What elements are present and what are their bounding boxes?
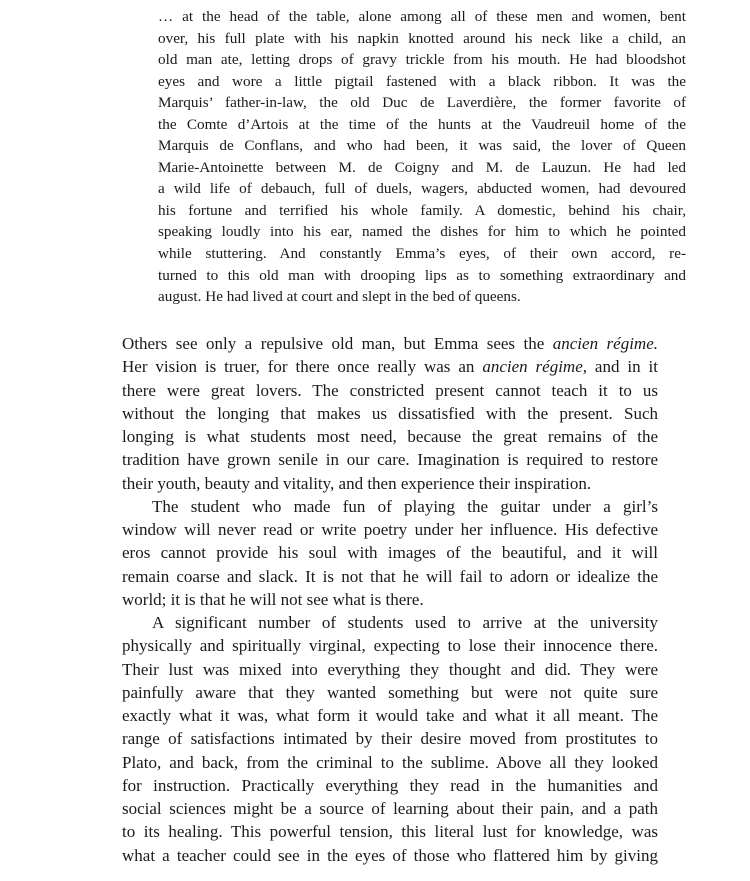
quote-line: Marquis de Conflans, and who had been, it was said, the lover of Queen: [158, 137, 686, 155]
text-run: Her vision is truer, for there once really was an: [122, 357, 483, 377]
paragraph-line: [122, 332, 658, 355]
quote-line: … at the head of the table, alone among all of these men and women, bent: [158, 8, 686, 25]
italic-term: ancien régime,: [482, 357, 588, 377]
quote-line: Marie-Antoinette between M. de Coigny and M. de Lauzun. He had led: [158, 158, 686, 176]
quote-line: his fortune and terrified his whole family. A domestic, behind his chair,: [158, 201, 686, 219]
italic-term: ancien régime.: [552, 334, 658, 353]
paragraph-line: Their lust was mixed into everything they thought and did. They were: [122, 659, 658, 679]
paragraph-line: what a teacher could see in the eyes of those who flattered him by giving: [122, 845, 658, 865]
text-run: and in it: [587, 357, 658, 377]
paragraph-line: exactly what it was, what form it would take and what it all meant. The: [122, 706, 658, 725]
quote-line: august. He had lived at court and slept in the bed of queens.: [158, 288, 521, 306]
paragraph-line: eros cannot provide his soul with images of the beautiful, and it will: [122, 543, 658, 563]
paragraph-line: range of satisfactions intimated by their desire moved from prostitutes to: [122, 729, 658, 749]
quote-line: a wild life of debauch, full of duels, wagers, abducted women, had devoured: [158, 180, 686, 198]
paragraph-line: [122, 355, 658, 378]
paragraph-line: painfully aware that they wanted something but were not quite sure: [122, 682, 658, 702]
quote-line: Marquis’ father-in-law, the old Duc de Laverdière, the former favorite of: [158, 94, 686, 112]
paragraph-line: window will never read or write poetry under her influence. His defective: [122, 520, 658, 539]
quote-line: while stuttering. And constantly Emma’s eyes, of their own accord, re-: [158, 245, 686, 263]
paragraph-line: their youth, beauty and vitality, and then experience their inspiration.: [122, 473, 592, 493]
paragraph-line: longing is what students most need, because the great remains of the: [122, 427, 658, 446]
block-quote: [158, 6, 686, 308]
paragraph-line: to its healing. This powerful tension, this literal lust for knowledge, was: [122, 822, 658, 842]
paragraph-line: social sciences might be a source of learning about their pain, and a path: [122, 799, 658, 818]
paragraph-line: A significant number of students used to arrive at the university: [152, 613, 658, 632]
quote-line: speaking loudly into his ear, named the dishes for him to which he pointed: [158, 223, 686, 241]
paragraph-line: remain coarse and slack. It is not that he will fail to adorn or idealize the: [122, 566, 658, 586]
paragraph-line: world; it is that he will not see what is there.: [122, 589, 424, 609]
paragraph-line: for instruction. Practically everything they read in the humanities and: [122, 775, 658, 795]
quote-line: turned to this old man with drooping lips as to something extraordinary and: [158, 266, 686, 284]
quote-line: old man ate, letting drops of gravy trickle from his mouth. He had bloodshot: [158, 51, 686, 69]
paragraph-line: without the longing that makes us dissatisfied with the present. Such: [122, 403, 658, 423]
quote-line: the Comte d’Artois at the time of the hunts at the Vaudreuil home of the: [158, 115, 686, 133]
quote-line: over, his full plate with his napkin knotted around his neck like a child, an: [158, 29, 686, 47]
body-text: [122, 332, 658, 867]
paragraph-line: The student who made fun of playing the guitar under a girl’s: [152, 496, 658, 516]
paragraph-line: there were great lovers. The constricted present cannot teach it to us: [122, 380, 658, 400]
paragraph-line: tradition have grown senile in our care. Imagination is required to restore: [122, 450, 658, 470]
quote-line: eyes and wore a little pigtail fastened with a black ribbon. It was the: [158, 72, 686, 90]
text-run: Others see only a repulsive old man, but Emma sees the: [122, 334, 553, 353]
paragraph-line: physically and spiritually virginal, expecting to lose their innocence there.: [122, 636, 658, 656]
paragraph-line: Plato, and back, from the criminal to the sublime. Above all they looked: [122, 752, 658, 772]
